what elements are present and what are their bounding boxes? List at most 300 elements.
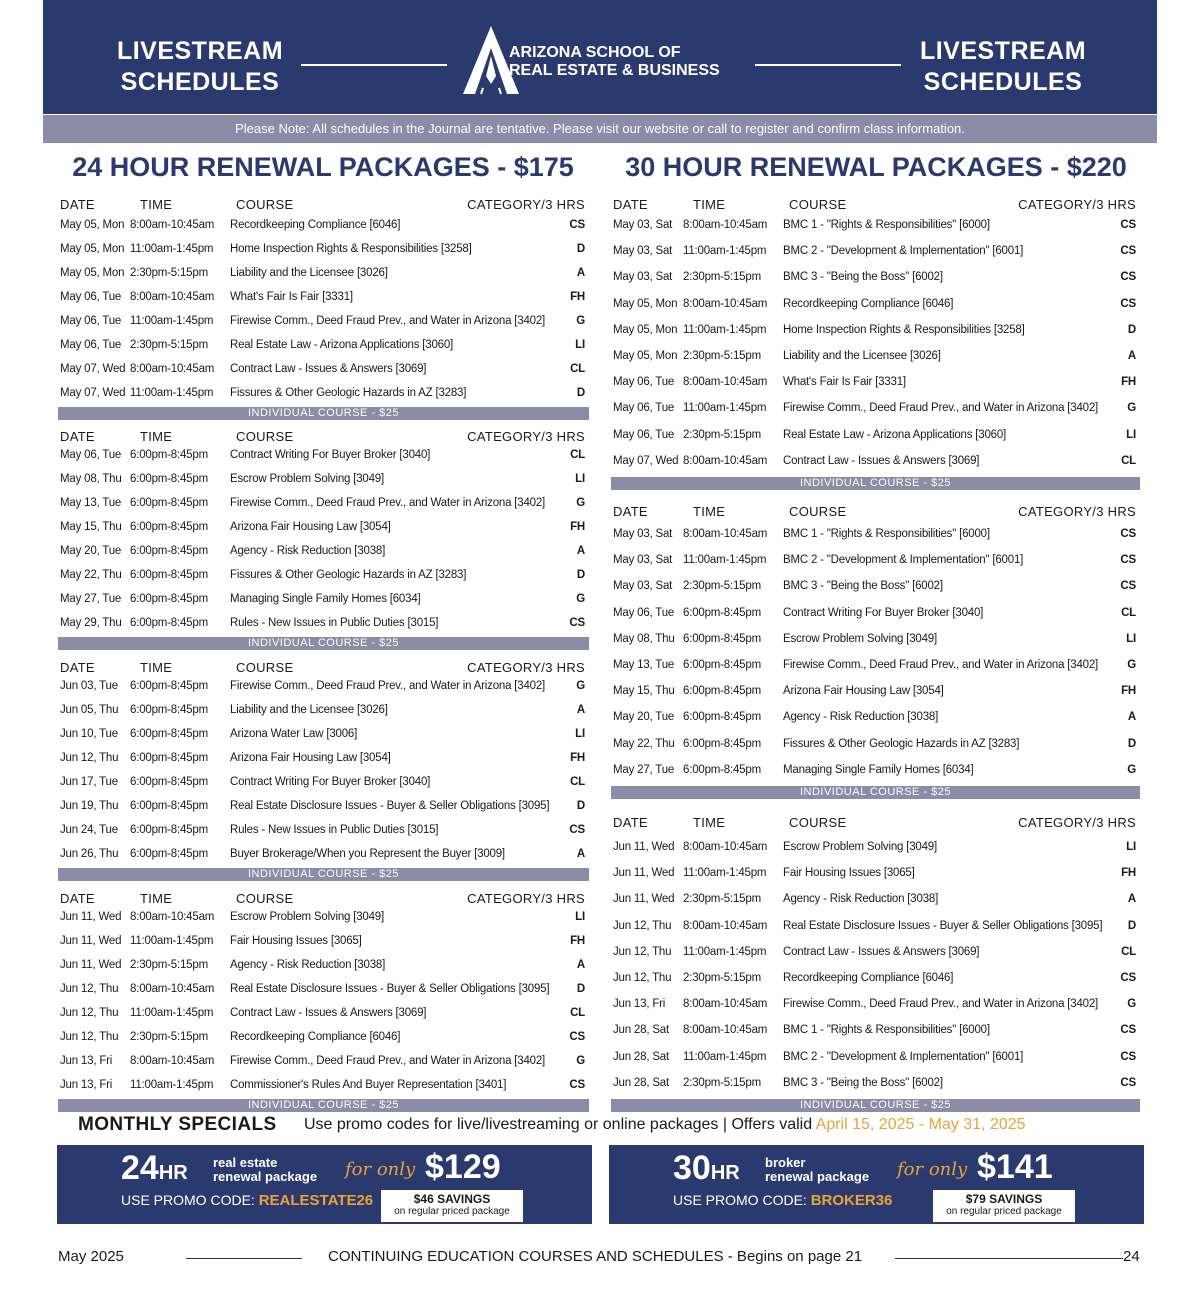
promo-package-line2: renewal package bbox=[765, 1169, 870, 1184]
row-course: Contract Law - Issues & Answers [3069] bbox=[230, 363, 427, 375]
column-header-row bbox=[58, 427, 589, 445]
row-date: May 15, Thu bbox=[60, 521, 122, 533]
schedule-row bbox=[58, 955, 589, 979]
schedule-row bbox=[611, 603, 1140, 629]
offer-dates: April 15, 2025 - May 31, 2025 bbox=[815, 1116, 1026, 1133]
row-course: Escrow Problem Solving [3049] bbox=[230, 473, 384, 485]
schedule-block bbox=[58, 658, 589, 881]
individual-course-bar: INDIVIDUAL COURSE - $25 bbox=[58, 637, 589, 650]
row-category: CS bbox=[1120, 1024, 1136, 1037]
row-date: May 08, Thu bbox=[60, 473, 122, 485]
row-category: LI bbox=[575, 339, 585, 351]
row-category: CL bbox=[1121, 945, 1136, 958]
row-category: D bbox=[576, 569, 585, 581]
footer-divider-left bbox=[186, 1258, 302, 1259]
schedule-row bbox=[611, 655, 1140, 681]
promo-box-24hr bbox=[57, 1145, 592, 1224]
promo-package-label bbox=[765, 1156, 869, 1184]
row-date: May 07, Wed bbox=[60, 387, 126, 399]
row-course: Fair Housing Issues [3065] bbox=[783, 867, 915, 880]
row-date: May 05, Mon bbox=[613, 323, 678, 336]
row-time: 6:00pm-8:45pm bbox=[130, 497, 208, 509]
row-time: 2:30pm-5:15pm bbox=[130, 339, 208, 351]
schedule-row bbox=[58, 931, 589, 955]
row-category: LI bbox=[1126, 428, 1136, 441]
row-time: 6:00pm-8:45pm bbox=[130, 569, 208, 581]
row-time: 6:00pm-8:45pm bbox=[683, 711, 761, 724]
row-date: May 22, Thu bbox=[60, 569, 122, 581]
schedule-row bbox=[58, 359, 589, 383]
column-header-date: DATE bbox=[613, 504, 648, 519]
row-category: CS bbox=[1120, 528, 1136, 540]
row-category: CL bbox=[570, 776, 585, 788]
row-category: FH bbox=[570, 291, 585, 303]
row-category: A bbox=[576, 959, 585, 971]
row-date: May 03, Sat bbox=[613, 554, 673, 567]
row-date: Jun 11, Wed bbox=[60, 911, 122, 923]
row-time: 11:00am-1:45pm bbox=[683, 867, 767, 880]
schedule-row bbox=[611, 550, 1140, 576]
school-name bbox=[509, 44, 720, 80]
column-header-course: COURSE bbox=[236, 429, 294, 444]
row-date: May 13, Tue bbox=[60, 497, 122, 509]
column-header-row bbox=[611, 195, 1140, 215]
row-category: CL bbox=[570, 363, 585, 375]
row-date: May 03, Sat bbox=[613, 245, 673, 258]
row-time: 11:00am-1:45pm bbox=[683, 1050, 767, 1063]
row-course: Arizona Fair Housing Law [3054] bbox=[783, 685, 944, 698]
row-course: BMC 2 - "Development & Implementation" [6001] bbox=[783, 245, 1024, 258]
row-category: D bbox=[576, 387, 585, 399]
schedule-block bbox=[611, 813, 1140, 1112]
row-time: 8:00am-10:45am bbox=[130, 291, 215, 303]
livestream-title-right: LIVESTREAM SCHEDULES bbox=[919, 37, 1087, 96]
row-category: CS bbox=[1120, 271, 1136, 284]
promo-code: BROKER36 bbox=[810, 1192, 893, 1209]
promo-code-label: USE PROMO CODE: bbox=[673, 1192, 811, 1208]
schedule-row bbox=[58, 589, 589, 613]
promo-hours-number: 24 bbox=[121, 1149, 159, 1187]
row-time: 8:00am-10:45am bbox=[683, 919, 768, 932]
row-category: LI bbox=[575, 911, 585, 923]
promo-package-line2: renewal package bbox=[213, 1169, 318, 1184]
row-category: LI bbox=[575, 473, 585, 485]
row-category: FH bbox=[570, 935, 585, 947]
row-course: Home Inspection Rights & Responsibilities [3258] bbox=[230, 243, 472, 255]
row-course: Firewise Comm., Deed Fraud Prev., and Water in Arizona [3402] bbox=[783, 402, 1099, 415]
row-course: Liability and the Licensee [3026] bbox=[783, 349, 941, 362]
column-header-time: TIME bbox=[140, 891, 173, 906]
row-course: BMC 2 - "Development & Implementation" [6001] bbox=[783, 1050, 1024, 1063]
column-header-course: COURSE bbox=[236, 891, 294, 906]
row-time: 11:00am-1:45pm bbox=[683, 554, 767, 567]
row-course: Managing Single Family Homes [6034] bbox=[783, 763, 974, 776]
promo-package-line1: broker bbox=[765, 1155, 806, 1170]
row-time: 11:00am-1:45pm bbox=[130, 243, 214, 255]
schedule-row bbox=[611, 398, 1140, 424]
row-course: BMC 3 - "Being the Boss" [6002] bbox=[783, 580, 943, 593]
schedule-row bbox=[611, 994, 1140, 1020]
row-time: 2:30pm-5:15pm bbox=[683, 971, 761, 984]
schedule-row bbox=[611, 837, 1140, 863]
row-category: G bbox=[1127, 402, 1136, 415]
row-time: 8:00am-10:45am bbox=[683, 841, 768, 853]
row-time: 8:00am-10:45am bbox=[130, 219, 215, 231]
column-header-date: DATE bbox=[60, 429, 95, 444]
row-course: BMC 3 - "Being the Boss" [6002] bbox=[783, 1076, 943, 1089]
individual-course-bar: INDIVIDUAL COURSE - $25 bbox=[58, 407, 589, 420]
footer-divider-right bbox=[895, 1258, 1123, 1259]
row-time: 8:00am-10:45am bbox=[683, 454, 768, 467]
row-time: 6:00pm-8:45pm bbox=[130, 776, 208, 788]
row-course: Contract Writing For Buyer Broker [3040] bbox=[783, 606, 984, 619]
promo-hours-number: 30 bbox=[673, 1149, 711, 1187]
row-course: Managing Single Family Homes [6034] bbox=[230, 593, 421, 605]
schedule-row bbox=[58, 335, 589, 359]
schedule-row bbox=[611, 1073, 1140, 1099]
row-time: 8:00am-10:45am bbox=[683, 528, 768, 540]
promo-hours bbox=[673, 1149, 740, 1188]
row-date: Jun 24, Tue bbox=[60, 824, 118, 836]
column-header-time: TIME bbox=[693, 504, 726, 519]
row-category: CS bbox=[1120, 1050, 1136, 1063]
individual-course-bar: INDIVIDUAL COURSE - $25 bbox=[611, 1099, 1140, 1112]
schedule-row bbox=[611, 968, 1140, 994]
schedule-row bbox=[611, 760, 1140, 786]
row-time: 6:00pm-8:45pm bbox=[130, 848, 208, 860]
row-category: CS bbox=[569, 617, 585, 629]
row-course: Fissures & Other Geologic Hazards in AZ [3283] bbox=[783, 737, 1020, 750]
column-header-category: CATEGORY/3 HRS bbox=[1018, 815, 1136, 830]
schedule-block bbox=[58, 889, 589, 1112]
savings-note: on regular priced package bbox=[394, 1206, 510, 1217]
row-course: BMC 3 - "Being the Boss" [6002] bbox=[783, 271, 943, 284]
schedule-row bbox=[58, 844, 589, 868]
promo-hours bbox=[121, 1149, 188, 1188]
header-banner bbox=[43, 0, 1157, 114]
schedule-row bbox=[58, 700, 589, 724]
row-course: Liability and the Licensee [3026] bbox=[230, 704, 388, 716]
row-course: Escrow Problem Solving [3049] bbox=[230, 911, 384, 923]
row-category: CS bbox=[1120, 971, 1136, 984]
schedule-row bbox=[58, 565, 589, 589]
row-course: Firewise Comm., Deed Fraud Prev., and Water in Arizona [3402] bbox=[783, 658, 1099, 671]
column-header-category: CATEGORY/3 HRS bbox=[1018, 504, 1136, 519]
row-time: 6:00pm-8:45pm bbox=[130, 449, 208, 461]
schedule-row bbox=[58, 541, 589, 565]
schedule-row bbox=[58, 469, 589, 493]
row-date: Jun 11, Wed bbox=[60, 959, 122, 971]
row-date: May 05, Mon bbox=[60, 219, 125, 231]
schedule-row bbox=[58, 517, 589, 541]
row-course: Real Estate Disclosure Issues - Buyer & Seller Obligations [3095] bbox=[783, 919, 1103, 932]
row-course: Recordkeeping Compliance [6046] bbox=[230, 1031, 401, 1043]
row-time: 6:00pm-8:45pm bbox=[130, 800, 208, 812]
schedule-row bbox=[611, 320, 1140, 346]
row-date: May 03, Sat bbox=[613, 528, 673, 540]
row-course: Agency - Risk Reduction [3038] bbox=[783, 711, 939, 724]
column-header-time: TIME bbox=[693, 197, 726, 212]
row-category: A bbox=[1127, 349, 1136, 362]
row-time: 11:00am-1:45pm bbox=[683, 245, 767, 258]
schedule-row bbox=[58, 979, 589, 1003]
school-name-line2: REAL ESTATE & BUSINESS bbox=[509, 62, 720, 79]
row-time: 2:30pm-5:15pm bbox=[130, 267, 208, 279]
row-time: 6:00pm-8:45pm bbox=[130, 545, 208, 557]
schedule-row bbox=[611, 576, 1140, 602]
row-category: FH bbox=[1121, 867, 1136, 880]
row-course: Escrow Problem Solving [3049] bbox=[783, 841, 937, 853]
schedule-row bbox=[58, 215, 589, 239]
row-time: 6:00pm-8:45pm bbox=[130, 680, 208, 692]
row-date: May 06, Tue bbox=[60, 449, 122, 461]
row-time: 6:00pm-8:45pm bbox=[130, 824, 208, 836]
schedule-row bbox=[611, 1020, 1140, 1046]
column-header-category: CATEGORY/3 HRS bbox=[467, 429, 585, 444]
row-course: Real Estate Law - Arizona Applications [3060] bbox=[230, 339, 454, 351]
section-title-24hr: 24 HOUR RENEWAL PACKAGES - $175 bbox=[72, 152, 574, 182]
row-category: G bbox=[576, 315, 585, 327]
row-category: D bbox=[576, 243, 585, 255]
schedule-row bbox=[58, 796, 589, 820]
row-date: May 06, Tue bbox=[613, 428, 675, 441]
schedule-block bbox=[58, 427, 589, 650]
row-date: May 22, Thu bbox=[613, 737, 675, 750]
individual-course-bar: INDIVIDUAL COURSE - $25 bbox=[58, 1099, 589, 1112]
row-time: 2:30pm-5:15pm bbox=[130, 1031, 208, 1043]
row-category: G bbox=[576, 1055, 585, 1067]
row-date: Jun 12, Thu bbox=[613, 945, 672, 958]
column-header-category: CATEGORY/3 HRS bbox=[1018, 197, 1136, 212]
row-date: Jun 11, Wed bbox=[613, 867, 675, 880]
row-category: D bbox=[576, 800, 585, 812]
schedule-row bbox=[611, 294, 1140, 320]
row-time: 2:30pm-5:15pm bbox=[683, 349, 761, 362]
column-header-course: COURSE bbox=[789, 815, 847, 830]
schedule-row bbox=[58, 820, 589, 844]
row-category: A bbox=[576, 704, 585, 716]
row-time: 11:00am-1:45pm bbox=[130, 387, 214, 399]
individual-course-bar: INDIVIDUAL COURSE - $25 bbox=[58, 868, 589, 881]
row-time: 6:00pm-8:45pm bbox=[683, 606, 761, 619]
individual-course-bar: INDIVIDUAL COURSE - $25 bbox=[611, 786, 1140, 799]
row-course: BMC 1 - "Rights & Responsibilities" [6000] bbox=[783, 528, 990, 540]
row-time: 6:00pm-8:45pm bbox=[683, 763, 761, 776]
schedule-row bbox=[58, 907, 589, 931]
schedule-row bbox=[611, 942, 1140, 968]
row-date: May 06, Tue bbox=[613, 402, 675, 415]
row-course: Recordkeeping Compliance [6046] bbox=[783, 971, 954, 984]
schedule-row bbox=[58, 311, 589, 335]
row-course: Rules - New Issues in Public Duties [3015] bbox=[230, 617, 439, 629]
row-course: Recordkeeping Compliance [6046] bbox=[783, 297, 954, 310]
schedule-row bbox=[611, 241, 1140, 267]
schedule-row bbox=[611, 451, 1140, 477]
row-course: Contract Writing For Buyer Broker [3040] bbox=[230, 449, 431, 461]
row-course: Home Inspection Rights & Responsibilities [3258] bbox=[783, 323, 1025, 336]
row-date: May 20, Tue bbox=[60, 545, 122, 557]
header-divider-left bbox=[301, 64, 447, 66]
row-date: Jun 10, Tue bbox=[60, 728, 118, 740]
schedule-row bbox=[58, 613, 589, 637]
promo-code-line bbox=[121, 1192, 373, 1209]
row-course: Fissures & Other Geologic Hazards in AZ [3283] bbox=[230, 387, 467, 399]
row-date: Jun 12, Thu bbox=[60, 983, 119, 995]
promo-package-label bbox=[213, 1156, 317, 1184]
column-header-date: DATE bbox=[60, 197, 95, 212]
schedule-row bbox=[58, 445, 589, 469]
schedule-row bbox=[611, 215, 1140, 241]
row-course: Liability and the Licensee [3026] bbox=[230, 267, 388, 279]
schedule-row bbox=[611, 889, 1140, 915]
row-category: CS bbox=[569, 1031, 585, 1043]
row-category: A bbox=[1127, 711, 1136, 724]
row-category: G bbox=[576, 680, 585, 692]
schedule-row bbox=[611, 681, 1140, 707]
schedule-row bbox=[58, 383, 589, 407]
row-category: FH bbox=[1121, 685, 1136, 698]
row-date: May 08, Thu bbox=[613, 632, 675, 645]
row-course: Firewise Comm., Deed Fraud Prev., and Water in Arizona [3402] bbox=[230, 1055, 546, 1067]
school-name-line1: ARIZONA SCHOOL OF bbox=[509, 44, 681, 61]
promo-hours-unit: HR bbox=[710, 1162, 740, 1184]
column-header-row bbox=[58, 889, 589, 907]
column-header-date: DATE bbox=[60, 891, 95, 906]
row-course: Firewise Comm., Deed Fraud Prev., and Water in Arizona [3402] bbox=[230, 497, 546, 509]
row-date: May 05, Mon bbox=[613, 297, 678, 310]
row-time: 8:00am-10:45am bbox=[683, 297, 768, 310]
row-date: Jun 28, Sat bbox=[613, 1076, 669, 1089]
row-category: CL bbox=[570, 1007, 585, 1019]
row-time: 6:00pm-8:45pm bbox=[130, 752, 208, 764]
row-date: Jun 03, Tue bbox=[60, 680, 118, 692]
row-date: May 29, Thu bbox=[60, 617, 122, 629]
row-time: 8:00am-10:45am bbox=[130, 911, 215, 923]
row-date: May 05, Mon bbox=[60, 243, 125, 255]
row-category: D bbox=[1127, 919, 1136, 932]
row-category: CL bbox=[1121, 454, 1136, 467]
promo-code-label: USE PROMO CODE: bbox=[121, 1192, 259, 1208]
monthly-specials-title: MONTHLY SPECIALS bbox=[78, 1114, 277, 1135]
row-date: May 05, Mon bbox=[613, 349, 678, 362]
row-course: Real Estate Law - Arizona Applications [3060] bbox=[783, 428, 1007, 441]
row-course: Firewise Comm., Deed Fraud Prev., and Water in Arizona [3402] bbox=[230, 680, 546, 692]
column-header-category: CATEGORY/3 HRS bbox=[467, 660, 585, 675]
row-category: CS bbox=[569, 824, 585, 836]
row-time: 6:00pm-8:45pm bbox=[683, 658, 761, 671]
schedule-row bbox=[58, 748, 589, 772]
row-date: May 06, Tue bbox=[613, 606, 675, 619]
row-date: May 06, Tue bbox=[60, 339, 122, 351]
row-date: Jun 12, Thu bbox=[60, 1007, 119, 1019]
schedule-block bbox=[611, 195, 1140, 490]
row-course: What's Fair Is Fair [3331] bbox=[230, 291, 353, 303]
row-time: 2:30pm-5:15pm bbox=[683, 428, 761, 441]
schedule-row bbox=[58, 1051, 589, 1075]
row-time: 11:00am-1:45pm bbox=[130, 1079, 214, 1091]
row-time: 6:00pm-8:45pm bbox=[683, 737, 761, 750]
row-course: Arizona Fair Housing Law [3054] bbox=[230, 521, 391, 533]
row-category: CS bbox=[1120, 297, 1136, 310]
schedule-row bbox=[611, 734, 1140, 760]
column-header-course: COURSE bbox=[789, 504, 847, 519]
row-date: Jun 28, Sat bbox=[613, 1024, 669, 1037]
row-date: Jun 11, Wed bbox=[613, 841, 675, 853]
row-category: LI bbox=[1126, 841, 1136, 853]
row-time: 11:00am-1:45pm bbox=[683, 945, 767, 958]
column-header-time: TIME bbox=[693, 815, 726, 830]
row-category: A bbox=[576, 848, 585, 860]
row-date: May 27, Tue bbox=[60, 593, 122, 605]
schedule-row bbox=[58, 263, 589, 287]
row-category: CS bbox=[569, 219, 585, 231]
row-time: 6:00pm-8:45pm bbox=[683, 632, 761, 645]
column-header-row bbox=[58, 658, 589, 676]
row-time: 11:00am-1:45pm bbox=[130, 935, 214, 947]
column-header-category: CATEGORY/3 HRS bbox=[467, 197, 585, 212]
savings-badge bbox=[381, 1190, 523, 1222]
row-time: 2:30pm-5:15pm bbox=[683, 893, 761, 906]
column-header-date: DATE bbox=[613, 815, 648, 830]
schedule-row bbox=[611, 346, 1140, 372]
tentative-note: Please Note: All schedules in the Journal are tentative. Please visit our website or call to register and confirm class information. bbox=[43, 115, 1157, 143]
row-time: 8:00am-10:45am bbox=[130, 1055, 215, 1067]
row-time: 2:30pm-5:15pm bbox=[683, 1076, 761, 1089]
row-category: CS bbox=[1120, 245, 1136, 258]
row-course: Arizona Water Law [3006] bbox=[230, 728, 358, 740]
promo-code: REALESTATE26 bbox=[258, 1192, 374, 1209]
promo-description bbox=[304, 1116, 1026, 1134]
row-course: What's Fair Is Fair [3331] bbox=[783, 376, 906, 389]
schedule-row bbox=[611, 916, 1140, 942]
row-date: Jun 12, Thu bbox=[60, 752, 119, 764]
row-time: 8:00am-10:45am bbox=[683, 376, 768, 389]
schedule-row bbox=[611, 267, 1140, 293]
row-time: 2:30pm-5:15pm bbox=[130, 959, 208, 971]
row-course: Agency - Risk Reduction [3038] bbox=[230, 545, 386, 557]
row-course: Buyer Brokerage/When you Represent the Buyer [3009] bbox=[230, 848, 505, 860]
livestream-title-left: LIVESTREAM SCHEDULES bbox=[116, 37, 284, 96]
row-course: Agency - Risk Reduction [3038] bbox=[783, 893, 939, 906]
row-date: May 06, Tue bbox=[60, 315, 122, 327]
savings-amount: $46 SAVINGS bbox=[413, 1192, 491, 1206]
row-category: FH bbox=[1121, 376, 1136, 389]
promo-price: $129 bbox=[425, 1148, 501, 1186]
row-date: May 05, Mon bbox=[60, 267, 125, 279]
row-time: 2:30pm-5:15pm bbox=[683, 580, 761, 593]
schedule-row bbox=[58, 493, 589, 517]
row-date: Jun 11, Wed bbox=[613, 893, 675, 906]
row-time: 11:00am-1:45pm bbox=[130, 315, 214, 327]
column-header-time: TIME bbox=[140, 429, 173, 444]
row-date: May 07, Wed bbox=[613, 454, 679, 467]
schedule-row bbox=[611, 629, 1140, 655]
row-category: CS bbox=[1120, 1076, 1136, 1089]
row-course: Agency - Risk Reduction [3038] bbox=[230, 959, 386, 971]
row-category: CS bbox=[1120, 580, 1136, 593]
row-time: 2:30pm-5:15pm bbox=[683, 271, 761, 284]
row-category: G bbox=[576, 497, 585, 509]
row-date: May 07, Wed bbox=[60, 363, 126, 375]
footer-month: May 2025 bbox=[58, 1248, 124, 1265]
row-category: A bbox=[576, 545, 585, 557]
row-time: 11:00am-1:45pm bbox=[683, 402, 767, 415]
schedule-row bbox=[58, 287, 589, 311]
schedule-row bbox=[58, 239, 589, 263]
row-date: Jun 26, Thu bbox=[60, 848, 119, 860]
row-course: Escrow Problem Solving [3049] bbox=[783, 632, 937, 645]
row-time: 6:00pm-8:45pm bbox=[130, 521, 208, 533]
